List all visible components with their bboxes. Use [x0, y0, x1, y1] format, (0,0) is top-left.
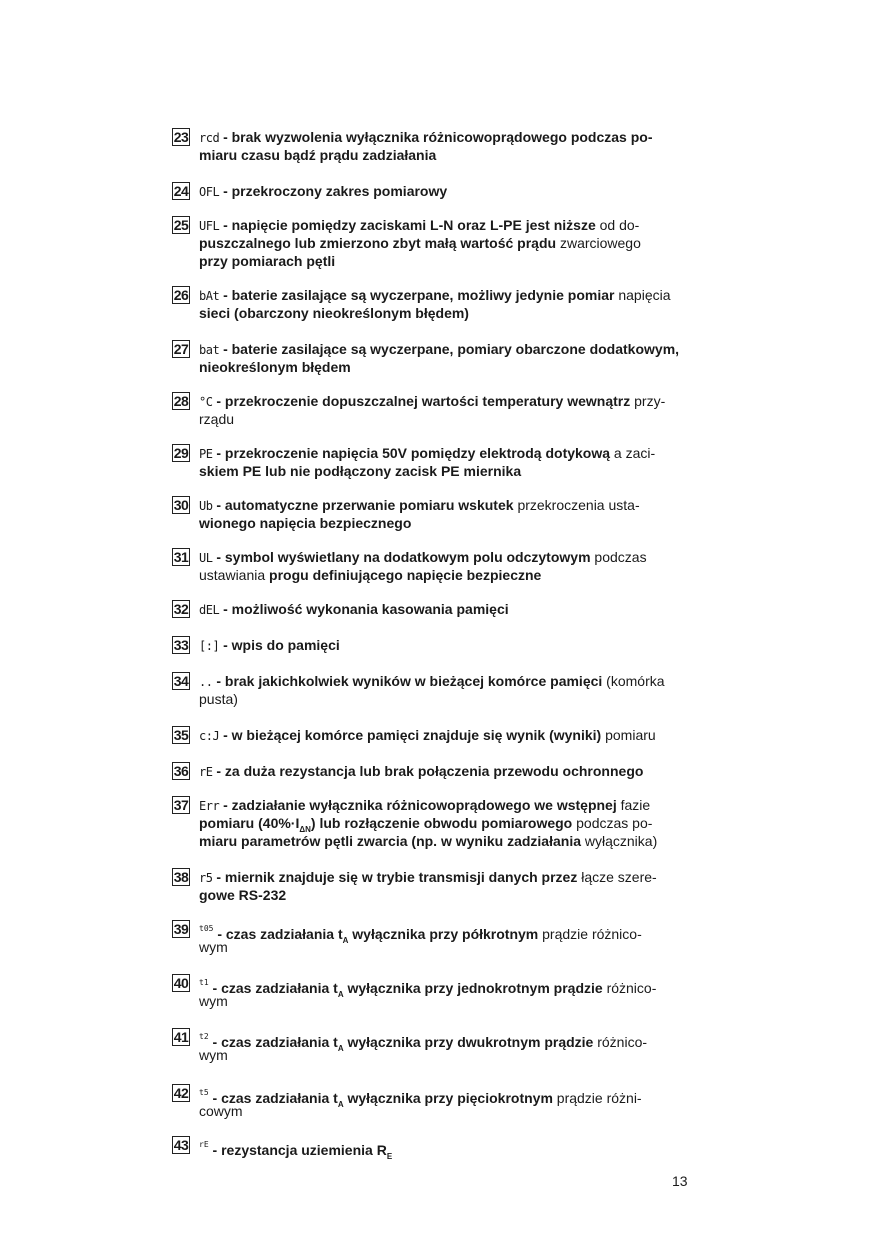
item-number-box: 28 — [173, 393, 189, 409]
display-symbol: t05 — [199, 924, 214, 933]
text-segment: - brak jakichkolwiek wyników w bieżącej komórce pamięci — [212, 673, 607, 689]
item-text-line — [199, 286, 692, 305]
display-symbol: Err — [199, 799, 220, 813]
text-segment: - miernik znajduje się w trybie transmisji danych przez — [212, 869, 582, 885]
item-text-line — [199, 340, 692, 359]
item-text-line — [199, 886, 692, 904]
display-symbol: t1 — [199, 978, 209, 987]
item-text-line — [199, 304, 692, 322]
display-symbol: UFL — [199, 219, 220, 233]
item-number-box: 27 — [173, 341, 189, 357]
display-symbol: rE — [199, 765, 213, 779]
text-segment: przekroczenia usta- — [517, 497, 640, 513]
item-text-line — [199, 358, 692, 376]
text-segment: ustawiania — [199, 567, 270, 583]
text-segment: - możliwość wykonania kasowania pamięci — [219, 601, 509, 617]
display-symbol: PE — [199, 447, 213, 461]
text-segment: - napięcie pomiędzy zaciskami L-N oraz L-PE jest niższe — [219, 217, 600, 233]
item-number-box: 31 — [173, 549, 189, 565]
text-segment: progu definiującego napięcie bezpieczne — [269, 567, 542, 583]
item-text-line — [199, 252, 692, 270]
text-segment: przy pomiarach pętli — [199, 253, 336, 269]
text-segment: prądzie różni- — [556, 1090, 642, 1106]
text-segment: pomiaru (40%·I — [199, 815, 300, 831]
text-segment: pomiaru — [605, 727, 656, 743]
item-text-line — [199, 762, 692, 781]
item-number-box: 25 — [173, 217, 189, 233]
item-number-box: 39 — [173, 921, 189, 937]
text-segment: - przekroczenie napięcia 50V pomiędzy elektrodą dotykową — [212, 445, 614, 461]
text-segment: - brak wyzwolenia wyłącznika różnicowoprądowego podczas po- — [219, 129, 653, 145]
text-segment: A — [337, 989, 344, 999]
text-segment: różnico- — [597, 1034, 648, 1050]
item-number-box: 38 — [173, 869, 189, 885]
text-segment: puszczalnego lub zmierzono zbyt małą wartość prądu — [199, 235, 560, 251]
text-segment: - czas zadziałania t — [208, 1034, 338, 1050]
text-segment: wyłącznika przy pięciokrotnym — [343, 1090, 557, 1106]
item-number-box: 43 — [173, 1137, 189, 1153]
text-segment: nieokreślonym błędem — [199, 359, 351, 375]
text-segment: - wpis do pamięci — [219, 637, 340, 653]
text-segment: - w bieżącej komórce pamięci znajduje się wynik (wyniki) — [219, 727, 606, 743]
item-text-line — [199, 548, 692, 567]
item-number-box: 37 — [173, 797, 189, 813]
text-segment: - przekroczony zakres pomiarowy — [219, 183, 448, 199]
text-segment: a zaci- — [613, 445, 656, 461]
item-number-box: 23 — [173, 129, 189, 145]
text-segment: napięcia — [618, 287, 671, 303]
text-segment: łącze szere- — [581, 869, 657, 885]
text-segment: prądzie różnico- — [542, 926, 642, 942]
text-segment: przy- — [634, 393, 666, 409]
text-segment: podczas po- — [576, 815, 653, 831]
text-segment: miaru czasu bądź prądu zadziałania — [199, 147, 437, 163]
item-text-line — [199, 182, 692, 201]
text-segment: wyłącznika przy półkrotnym — [348, 926, 543, 942]
item-text-line — [199, 392, 692, 411]
display-symbol: t2 — [199, 1032, 209, 1041]
text-segment: - rezystancja uziemienia R — [208, 1142, 387, 1158]
text-segment: ΔN — [299, 824, 311, 834]
text-segment: - czas zadziałania t — [208, 1090, 338, 1106]
item-text-line — [199, 1043, 692, 1064]
text-segment: - czas zadziałania t — [208, 980, 338, 996]
text-segment: rządu — [199, 411, 235, 427]
item-text-line — [199, 600, 692, 619]
display-symbol: OFL — [199, 185, 220, 199]
text-segment: wym — [199, 993, 228, 1009]
display-symbol: bat — [199, 343, 220, 357]
item-number-box: 30 — [173, 497, 189, 513]
item-text-line — [199, 514, 692, 532]
item-number-box: 24 — [173, 183, 189, 199]
item-text-line — [199, 1136, 692, 1166]
text-segment: miaru parametrów pętli zwarcia (np. w wyniku zadziałania — [199, 833, 585, 849]
item-text-line — [199, 496, 692, 515]
text-segment: różnico- — [606, 980, 657, 996]
text-segment: wyłącznika przy jednokrotnym prądzie — [343, 980, 607, 996]
text-segment: pusta) — [199, 691, 238, 707]
item-text-line — [199, 989, 692, 1010]
item-text-line — [199, 566, 692, 584]
text-segment: wionego napięcia bezpiecznego — [199, 515, 412, 531]
display-symbol: c:J — [199, 729, 220, 743]
display-symbol: [:] — [199, 639, 220, 653]
item-text-line — [199, 796, 692, 815]
item-number-box: 41 — [173, 1029, 189, 1045]
item-text-line — [199, 726, 692, 745]
item-text-line — [199, 444, 692, 463]
text-segment: - baterie zasilające są wyczerpane, możliwy jedynie pomiar — [219, 287, 619, 303]
display-symbol: rcd — [199, 131, 220, 145]
item-text-line — [199, 672, 692, 691]
item-text-line — [199, 636, 692, 655]
text-segment: zwarciowego — [559, 235, 641, 251]
display-symbol: t5 — [199, 1088, 209, 1097]
item-text-line — [199, 690, 692, 708]
text-segment: A — [337, 1043, 344, 1053]
text-segment: od do- — [599, 217, 640, 233]
item-text-line — [199, 146, 692, 164]
text-segment: - za duża rezystancja lub brak połączenia przewodu ochronnego — [212, 763, 644, 779]
text-segment: A — [342, 935, 349, 945]
text-segment: ) lub rozłączenie obwodu pomiarowego — [310, 815, 577, 831]
item-text-line — [199, 935, 692, 956]
text-segment: wyłącznika przy dwukrotnym prądzie — [343, 1034, 598, 1050]
text-segment: - baterie zasilające są wyczerpane, pomiary obarczone dodatkowym, — [219, 341, 680, 357]
item-number-box: 34 — [173, 673, 189, 689]
item-text-line — [199, 832, 692, 850]
text-segment: - czas zadziałania t — [213, 926, 343, 942]
item-text-line — [199, 410, 692, 428]
item-text-line — [199, 462, 692, 480]
item-number-box: 40 — [173, 975, 189, 991]
text-segment: fazie — [620, 797, 651, 813]
item-number-box: 29 — [173, 445, 189, 461]
text-segment: cowym — [199, 1103, 243, 1119]
text-segment: - przekroczenie dopuszczalnej wartości temperatury wewnątrz — [212, 393, 635, 409]
display-symbol: °C — [199, 395, 213, 409]
display-symbol: .. — [199, 675, 213, 689]
display-symbol: bAt — [199, 289, 220, 303]
text-segment: gowe RS-232 — [199, 887, 287, 903]
item-text-line — [199, 128, 692, 147]
item-number-box: 36 — [173, 763, 189, 779]
item-number-box: 32 — [173, 601, 189, 617]
display-symbol: rE — [199, 1140, 209, 1149]
display-symbol: UL — [199, 551, 213, 565]
text-segment: sieci (obarczony nieokreślonym błędem) — [199, 305, 469, 321]
item-text-line — [199, 1099, 692, 1120]
text-segment: - automatyczne przerwanie pomiaru wskutek — [212, 497, 518, 513]
text-segment: wyłącznika) — [584, 833, 658, 849]
text-segment: podczas — [594, 549, 647, 565]
display-symbol: dEL — [199, 603, 220, 617]
display-symbol: Ub — [199, 499, 213, 513]
item-text-line — [199, 216, 692, 235]
display-symbol: r5 — [199, 871, 213, 885]
text-segment: wym — [199, 1047, 228, 1063]
text-segment: A — [337, 1099, 344, 1109]
text-segment: wym — [199, 939, 228, 955]
text-segment: - symbol wyświetlany na dodatkowym polu odczytowym — [212, 549, 595, 565]
item-number-box: 35 — [173, 727, 189, 743]
item-number-box: 26 — [173, 287, 189, 303]
item-text-line — [199, 234, 692, 252]
text-segment: (komórka — [606, 673, 665, 689]
text-segment: skiem PE lub nie podłączony zacisk PE miernika — [199, 463, 522, 479]
page-number: 13 — [672, 1173, 688, 1189]
item-text-line — [199, 868, 692, 887]
item-number-box: 42 — [173, 1085, 189, 1101]
text-segment: - zadziałanie wyłącznika różnicowoprądowego we wstępnej — [219, 797, 621, 813]
item-number-box: 33 — [173, 637, 189, 653]
text-segment: E — [386, 1151, 393, 1161]
